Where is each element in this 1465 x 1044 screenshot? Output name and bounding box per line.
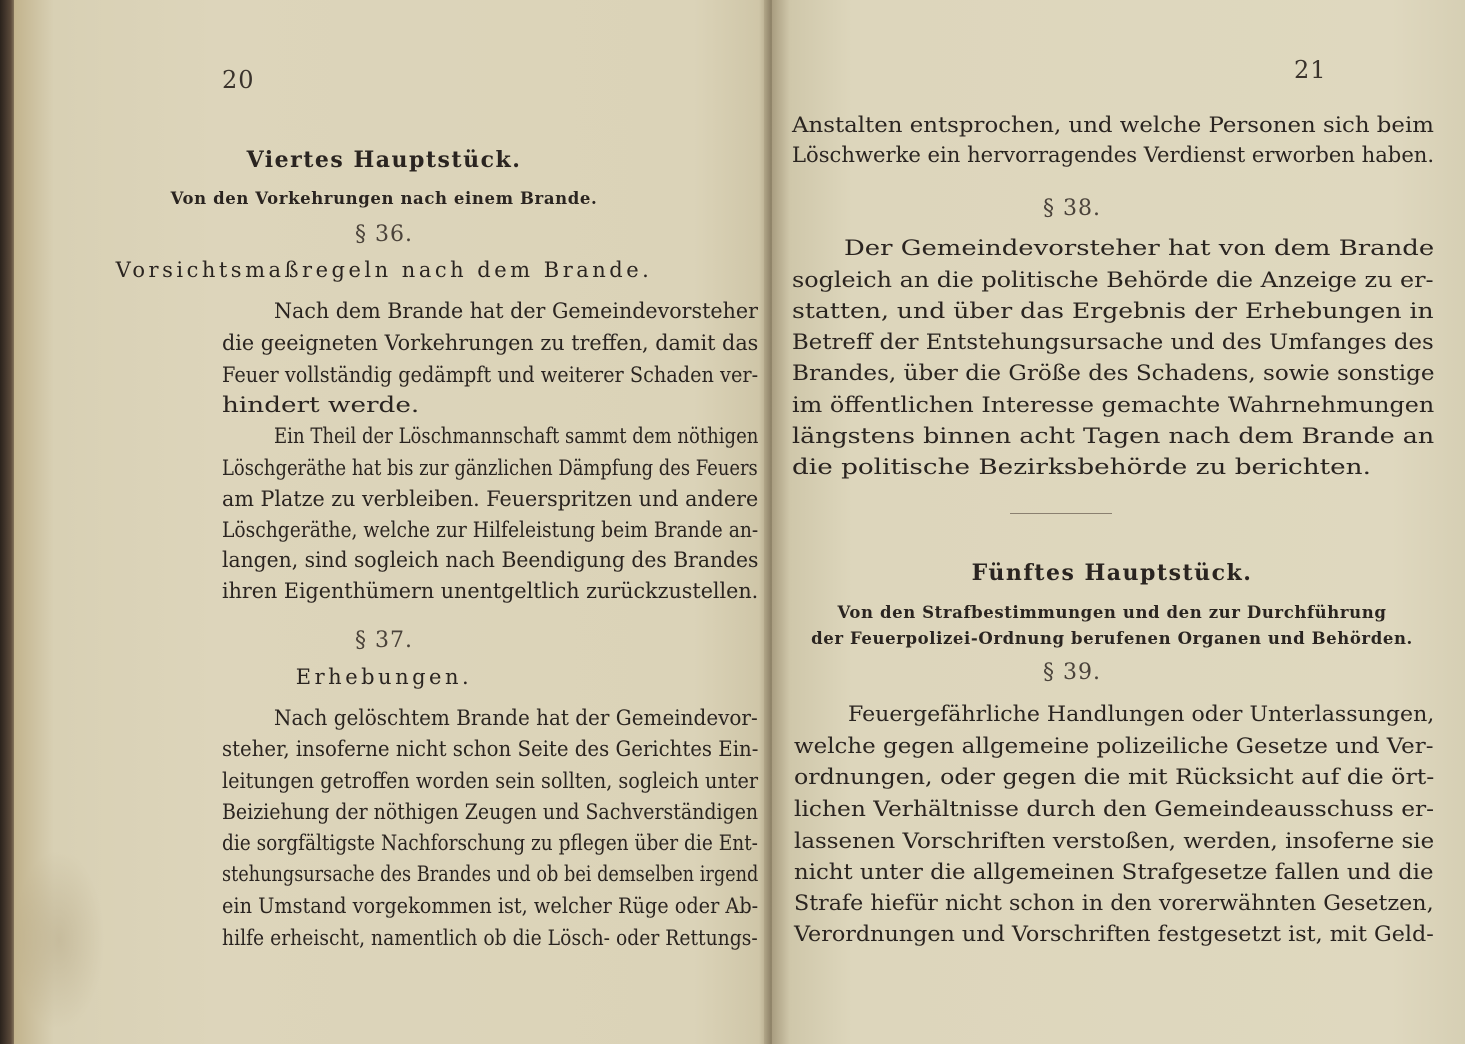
text-line: lichen Verhältnisse durch den Gemeindeausschuss er- bbox=[794, 797, 1435, 821]
section-number: § 38. bbox=[1043, 196, 1101, 221]
text-line: Brandes, über die Größe des Schadens, sowie sonstige bbox=[792, 361, 1435, 385]
text-line: am Platze zu verbleiben. Feuerspritzen und andere bbox=[222, 487, 759, 511]
chapter-title: Fünftes Hauptstück. bbox=[971, 560, 1253, 586]
chapter-subtitle: Von den Strafbestimmungen und den zur Durchführung bbox=[837, 603, 1387, 622]
text-line: Löschwerke ein hervorragendes Verdienst erworben haben. bbox=[792, 143, 1435, 167]
text-line: steher, insoferne nicht schon Seite des Gerichtes Ein- bbox=[222, 737, 759, 761]
text-line: hindert werde. bbox=[222, 393, 420, 417]
text-line: im öffentlichen Interesse gemachte Wahrnehmungen bbox=[792, 393, 1435, 417]
text-line: langen, sind sogleich nach Beendigung des Brandes bbox=[222, 548, 759, 572]
chapter-subtitle: der Feuerpolizei-Ordnung berufenen Organen und Behörden. bbox=[811, 629, 1413, 648]
text-line: Ein Theil der Löschmannschaft sammt dem nöthigen bbox=[274, 424, 759, 448]
text-line: Löschgeräthe, welche zur Hilfeleistung beim Brande an- bbox=[222, 518, 759, 542]
text-line: sogleich an die politische Behörde die Anzeige zu er- bbox=[792, 268, 1434, 292]
section-divider bbox=[1010, 513, 1112, 514]
text-line: Feuergefährliche Handlungen oder Unterlassungen, bbox=[848, 702, 1435, 726]
text-line: Nach gelöschtem Brande hat der Gemeindevor- bbox=[274, 706, 758, 730]
text-line: stehungsursache des Brandes und ob bei demselben irgend bbox=[222, 862, 759, 886]
text-line: die sorgfältigste Nachforschung zu pflegen über die Ent- bbox=[222, 831, 758, 855]
section-number: § 36. bbox=[355, 222, 413, 247]
page-number-right: 21 bbox=[1294, 56, 1327, 84]
chapter-subtitle: Von den Vorkehrungen nach einem Brande. bbox=[170, 189, 598, 208]
text-line: lassenen Vorschriften verstoßen, werden, insoferne sie bbox=[794, 829, 1435, 853]
text-line: Der Gemeindevorsteher hat von dem Brande bbox=[844, 236, 1435, 260]
text-line: die geeigneten Vorkehrungen zu treffen, damit das bbox=[222, 331, 759, 355]
section-title: Erhebungen. bbox=[295, 665, 473, 689]
right-page bbox=[772, 0, 1465, 1044]
section-title: Vorsichtsmaßregeln nach dem Brande. bbox=[115, 258, 653, 282]
text-line: die politische Bezirksbehörde zu berichten. bbox=[792, 455, 1371, 479]
left-page bbox=[14, 0, 771, 1044]
page-stain bbox=[14, 850, 104, 1030]
section-number: § 39. bbox=[1043, 660, 1101, 685]
page-number-left: 20 bbox=[222, 66, 255, 94]
text-line: welche gegen allgemeine polizeiliche Gesetze und Ver- bbox=[794, 734, 1434, 758]
chapter-title: Viertes Hauptstück. bbox=[246, 147, 522, 173]
section-number: § 37. bbox=[355, 628, 413, 653]
text-line: längstens binnen acht Tagen nach dem Brande an bbox=[792, 424, 1435, 448]
text-line: Anstalten entsprochen, und welche Personen sich beim bbox=[792, 113, 1434, 137]
text-line: hilfe erheischt, namentlich ob die Lösch- oder Rettungs- bbox=[222, 926, 758, 950]
text-line: Betreff der Entstehungsursache und des Umfanges des bbox=[792, 330, 1434, 354]
text-line: statten, und über das Ergebnis der Erhebungen in bbox=[792, 299, 1434, 323]
text-line: nicht unter die allgemeinen Strafgesetze fallen und die bbox=[794, 860, 1434, 884]
text-line: leitungen getroffen worden sein sollten, sogleich unter bbox=[222, 769, 759, 793]
text-line: Verordnungen und Vorschriften festgesetzt ist, mit Geld- bbox=[794, 922, 1434, 946]
text-line: Strafe hiefür nicht schon in den vorerwähnten Gesetzen, bbox=[794, 891, 1434, 915]
text-line: Löschgeräthe hat bis zur gänzlichen Dämpfung des Feuers bbox=[222, 456, 758, 480]
text-line: Feuer vollständig gedämpft und weiterer Schaden ver- bbox=[222, 363, 759, 387]
text-line: ordnungen, oder gegen die mit Rücksicht auf die ört- bbox=[794, 765, 1435, 789]
text-line: Nach dem Brande hat der Gemeindevorsteher bbox=[274, 299, 758, 323]
text-line: ein Umstand vorgekommen ist, welcher Rüge oder Ab- bbox=[222, 894, 759, 918]
text-line: ihren Eigenthümern unentgeltlich zurückzustellen. bbox=[222, 579, 759, 603]
text-line: Beiziehung der nöthigen Zeugen und Sachverständigen bbox=[222, 800, 759, 824]
